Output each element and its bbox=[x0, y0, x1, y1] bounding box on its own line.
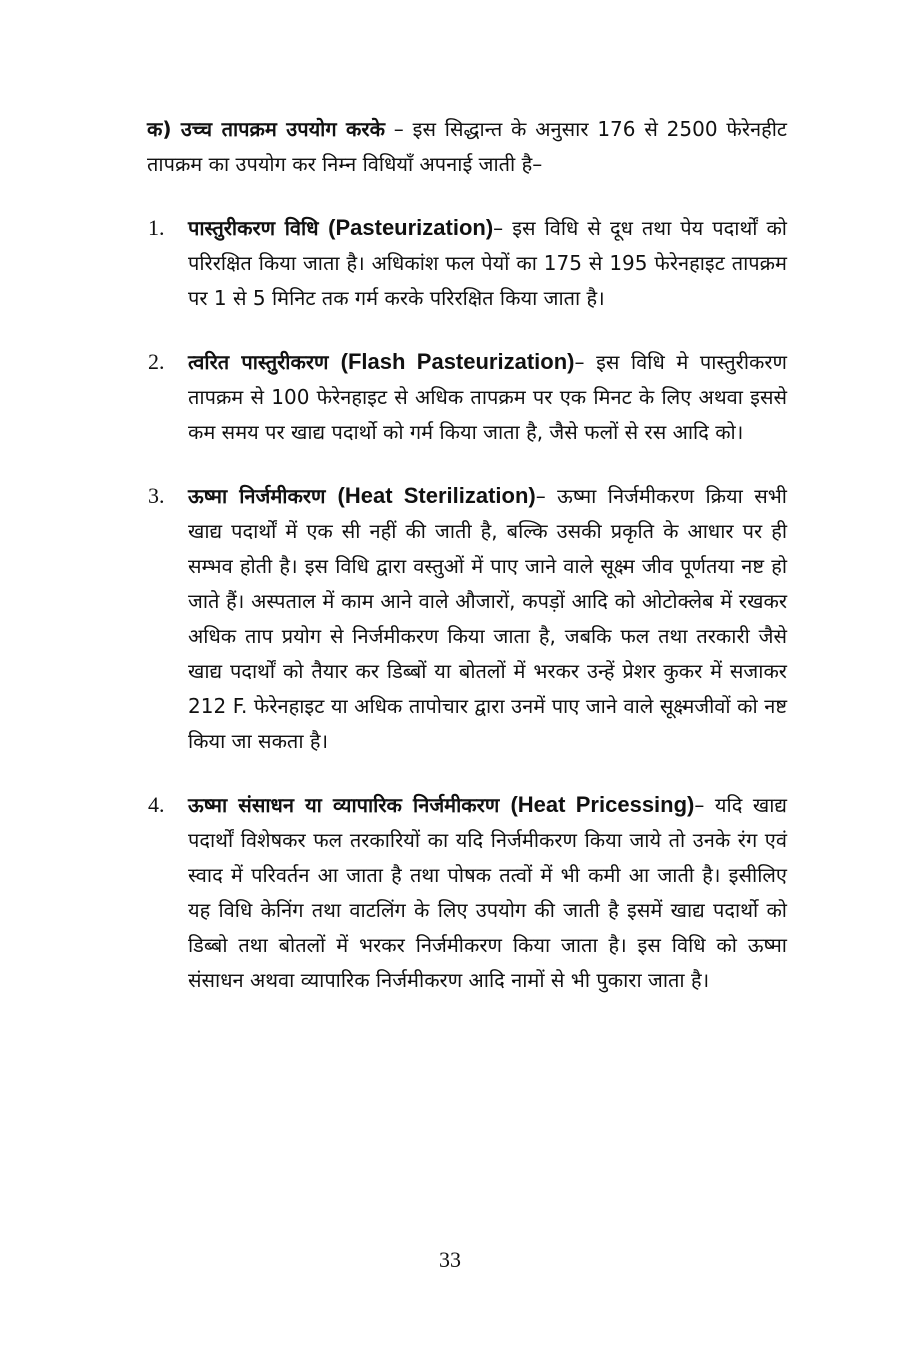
list-item bbox=[147, 787, 787, 998]
list-item-heading: ऊष्मा संसाधन या व्यापारिक निर्जमीकरण bbox=[188, 793, 511, 817]
page-number: 33 bbox=[439, 1247, 461, 1272]
list-item-text: – इस विधि मे पास्तुरीकरण तापक्रम से 100 फेरेनहाइट से अधिक तापक्रम पर एक मिनट के लिए अथवा इससे कम समय पर खाद्य पदार्थो को गर्म किया जाता है, जैसे फलों से रस आदि को। bbox=[188, 350, 788, 444]
intro-heading: क) उच्च तापक्रम उपयोग करके bbox=[147, 117, 385, 141]
list-item-text: – ऊष्मा निर्जमीकरण क्रिया सभी खाद्य पदार्थों में एक सी नहीं की जाती है, बल्कि उसकी प्रकृति के आधार पर ही सम्भव होती है। इस विधि द्वारा वस्तुओं में पाए जाने वाले सूक्ष्म जीव पूर्णतया नष्ट हो जाते हैं। अस्पताल में काम आने वाले औजारों, कपड़ों आदि को ओटोक्लेब में रखकर अधिक ताप प्रयोग से निर्जमीकरण किया जाता है, जबकि फल तथा तरकारी जैसे खाद्य पदार्थों को तैयार कर डिब्बों या बोतलों में भरकर उन्हें प्रेशर कुकर में सजाकर 212 F. फेरेनहाइट या अधिक तापोचार द्वारा उनमें पाए जाने वाले सूक्ष्मजीवों को नष्ट किया जा सकता है। bbox=[188, 484, 787, 753]
list-item-heading-english: (Heat Sterilization) bbox=[337, 483, 536, 508]
list-item-heading-english: (Flash Pasteurization) bbox=[340, 349, 575, 374]
list-item-number: 1. bbox=[148, 215, 165, 240]
list-item-number: 3. bbox=[148, 483, 165, 508]
list-item-heading: त्वरित पास्तुरीकरण bbox=[188, 350, 341, 374]
list-item-number: 4. bbox=[148, 792, 165, 817]
intro-text: – इस सिद्धान्त के अनुसार 176 से 2500 फेरेनहीट तापक्रम का उपयोग कर निम्न विधियाँ अपनाई जाती है– bbox=[147, 117, 787, 176]
list-item-heading: ऊष्मा निर्जमीकरण bbox=[188, 484, 338, 508]
intro-paragraph bbox=[147, 112, 787, 182]
document-body bbox=[147, 112, 787, 1026]
list-item bbox=[147, 344, 787, 450]
list-item-heading: पास्तुरीकरण विधि bbox=[188, 216, 329, 240]
list-item bbox=[147, 210, 787, 316]
list-item-text: – इस विधि से दूध तथा पेय पदार्थों को परिरक्षित किया जाता है। अधिकांश फल पेयों का 175 से 195 फेरेनहाइट तापक्रम पर 1 से 5 मिनिट तक गर्म करके परिरक्षित किया जाता है। bbox=[188, 216, 787, 310]
list-item bbox=[147, 478, 787, 759]
list-item-number: 2. bbox=[148, 349, 165, 374]
list-item-heading-english: (Pasteurization) bbox=[328, 215, 494, 240]
methods-list bbox=[147, 210, 787, 998]
list-item-text: – यदि खाद्य पदार्थों विशेषकर फल तरकारियों का यदि निर्जमीकरण किया जाये तो उनके रंग एवं स्वाद में परिवर्तन आ जाता है तथा पोषक तत्वों में भी कमी आ जाती है। इसीलिए यह विधि केनिंग तथा वाटलिंग के लिए उपयोग की जाती है इसमें खाद्य पदार्थो को डिब्बो तथा बोतलों में भरकर निर्जमीकरण किया जाता है। इस विधि को ऊष्मा संसाधन अथवा व्यापारिक निर्जमीकरण आदि नामों से भी पुकारा जाता है। bbox=[188, 793, 788, 992]
list-item-heading-english: (Heat Pricessing) bbox=[510, 792, 695, 817]
